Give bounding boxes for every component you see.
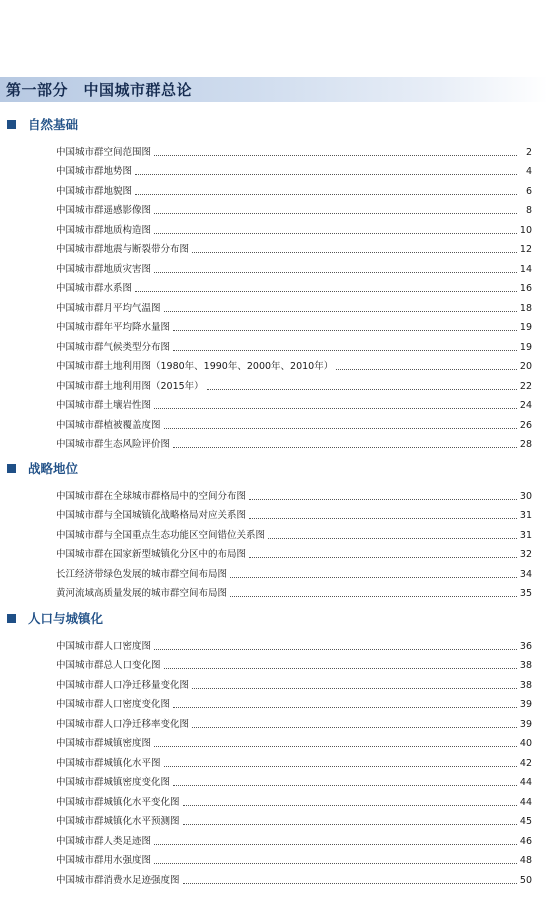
- toc-entry[interactable]: [0, 581, 548, 601]
- dot-leader: [249, 498, 517, 500]
- toc-entry-page: 18: [519, 302, 532, 314]
- toc-entry-title: 中国城市群年平均降水量图: [56, 322, 171, 333]
- toc-entry-page: 24: [519, 400, 532, 411]
- section-strategic-position: [0, 459, 548, 600]
- section-title: 战略地位: [28, 461, 79, 476]
- dot-leader: [164, 667, 517, 669]
- toc-entry-page: 19: [519, 341, 532, 353]
- dot-leader: [164, 427, 517, 429]
- toc-entry-title: 中国城市群在全球城市群格局中的空间分布图: [56, 490, 247, 502]
- toc-entry-title: 中国城市群月平均气温图: [56, 302, 161, 314]
- toc-entry[interactable]: [0, 276, 548, 296]
- toc-entry-page: 34: [519, 568, 532, 580]
- toc-entry[interactable]: [0, 295, 548, 315]
- dot-leader: [164, 765, 517, 767]
- toc-entry-title: 中国城市群人口净迁移量变化图: [56, 679, 190, 691]
- section-title: 自然基础: [28, 117, 79, 132]
- dot-leader: [173, 349, 517, 351]
- toc-entry-page: 46: [519, 835, 532, 847]
- toc-entry-title: 中国城市群城镇密度变化图: [56, 777, 171, 788]
- toc-entry-title: 中国城市群土壤岩性图: [56, 400, 152, 411]
- toc-entry-page: 2: [525, 146, 532, 158]
- toc-entry-title: 黄河流域高质量发展的城市群空间布局图: [56, 588, 228, 599]
- toc-entry[interactable]: [0, 159, 548, 179]
- part-banner: [0, 77, 548, 102]
- toc-entry-page: 39: [519, 718, 532, 730]
- section-population-urbanization: [0, 609, 548, 887]
- dot-leader: [249, 517, 517, 519]
- toc-entry[interactable]: [0, 522, 548, 542]
- dot-leader: [173, 446, 517, 448]
- toc-entry-title: 中国城市群地震与断裂带分布图: [56, 244, 190, 255]
- dot-leader: [173, 329, 517, 331]
- toc-entry[interactable]: [0, 692, 548, 712]
- toc-entry-page: 42: [519, 757, 532, 769]
- toc-entry-page: 45: [519, 816, 532, 827]
- toc-entry-page: 14: [519, 263, 532, 275]
- section-title: 人口与城镇化: [28, 611, 104, 626]
- toc-entry-title: 中国城市群城镇化水平图: [56, 757, 161, 769]
- toc-entries: [0, 139, 548, 451]
- dot-leader: [154, 407, 517, 409]
- toc-entry-page: 32: [519, 549, 532, 560]
- toc-entry-page: 4: [525, 166, 532, 177]
- dot-leader: [249, 556, 517, 558]
- toc-entry[interactable]: [0, 432, 548, 452]
- toc-entry-title: 中国城市群土地利用图（1980年、1990年、2000年、2010年）: [56, 361, 334, 372]
- toc-entry-page: 48: [519, 855, 532, 866]
- toc-entry-page: 26: [519, 419, 532, 431]
- dot-leader: [154, 843, 517, 845]
- section-header: [0, 115, 548, 133]
- dot-leader: [183, 804, 517, 806]
- toc-entry[interactable]: [0, 809, 548, 829]
- toc-entry-page: 38: [519, 660, 532, 671]
- toc-entry[interactable]: [0, 711, 548, 731]
- toc-entry-title: 中国城市群城镇密度图: [56, 738, 152, 749]
- toc-entry[interactable]: [0, 483, 548, 503]
- toc-entry[interactable]: [0, 542, 548, 562]
- toc-entry-page: 20: [519, 361, 532, 372]
- square-bullet-icon: [7, 120, 16, 129]
- toc-entry-page: 31: [519, 529, 532, 541]
- square-bullet-icon: [7, 614, 16, 623]
- dot-leader: [173, 706, 517, 708]
- toc-entries: [0, 633, 548, 887]
- toc-entry[interactable]: [0, 198, 548, 218]
- dot-leader: [230, 576, 517, 578]
- dot-leader: [173, 784, 517, 786]
- toc-entry[interactable]: [0, 237, 548, 257]
- toc-entry[interactable]: [0, 633, 548, 653]
- section-natural-basis: [0, 115, 548, 451]
- toc-entry[interactable]: [0, 653, 548, 673]
- toc-entry[interactable]: [0, 315, 548, 335]
- toc-entry-title: 中国城市群用水强度图: [56, 855, 152, 866]
- toc-entry-title: 中国城市群土地利用图（2015年）: [56, 380, 204, 392]
- dot-leader: [154, 154, 517, 156]
- toc-entry-page: 31: [519, 510, 532, 521]
- toc-entry-page: 30: [519, 490, 532, 502]
- toc-entry[interactable]: [0, 750, 548, 770]
- toc-entry-title: 中国城市群消费水足迹强度图: [56, 874, 180, 886]
- toc-entry-title: 中国城市群人口密度图: [56, 640, 152, 652]
- toc-entry-page: 35: [519, 588, 532, 599]
- toc-entry-title: 中国城市群城镇化水平变化图: [56, 796, 180, 808]
- toc-entry-title: 中国城市群地势图: [56, 166, 133, 177]
- section-header: [0, 609, 548, 627]
- toc-entry-title: 中国城市群总人口变化图: [56, 660, 161, 671]
- dot-leader: [154, 271, 517, 273]
- toc-entry-title: 中国城市群地貌图: [56, 185, 133, 197]
- dot-leader: [154, 745, 517, 747]
- toc-entry[interactable]: [0, 561, 548, 581]
- toc-entry[interactable]: [0, 178, 548, 198]
- dot-leader: [183, 823, 517, 825]
- toc-entry-page: 8: [525, 205, 532, 216]
- toc-entry-title: 中国城市群生态风险评价图: [56, 439, 171, 450]
- dot-leader: [164, 310, 517, 312]
- toc-entry[interactable]: [0, 393, 548, 413]
- dot-leader: [135, 193, 517, 195]
- dot-leader: [192, 726, 517, 728]
- dot-leader: [154, 648, 517, 650]
- toc-entry-page: 38: [519, 679, 532, 691]
- toc-entry[interactable]: [0, 412, 548, 432]
- toc-entry-page: 16: [519, 283, 532, 294]
- dot-leader: [207, 388, 517, 390]
- dot-leader: [336, 368, 517, 370]
- toc-entry[interactable]: [0, 373, 548, 393]
- toc-entry[interactable]: [0, 334, 548, 354]
- toc-entry[interactable]: [0, 848, 548, 868]
- toc-entry-title: 中国城市群空间范围图: [56, 146, 152, 158]
- toc-entry-page: 44: [519, 796, 532, 808]
- toc-entry-page: 6: [525, 185, 532, 197]
- toc-entry-title: 中国城市群城镇化水平预测图: [56, 816, 180, 827]
- toc-entry-page: 22: [519, 380, 532, 392]
- toc-entry-page: 50: [519, 874, 532, 886]
- toc-entry[interactable]: [0, 217, 548, 237]
- toc-entry[interactable]: [0, 354, 548, 374]
- toc-entry-title: 中国城市群气候类型分布图: [56, 341, 171, 353]
- toc-entry[interactable]: [0, 770, 548, 790]
- toc-entry-page: 39: [519, 699, 532, 710]
- toc-entry[interactable]: [0, 731, 548, 751]
- toc-entry[interactable]: [0, 672, 548, 692]
- toc-entry[interactable]: [0, 139, 548, 159]
- toc-entry-title: 中国城市群人类足迹图: [56, 835, 152, 847]
- toc-entry-title: 中国城市群人口净迁移率变化图: [56, 718, 190, 730]
- toc-entry[interactable]: [0, 789, 548, 809]
- dot-leader: [135, 173, 517, 175]
- toc-entry-title: 中国城市群植被覆盖度图: [56, 419, 161, 431]
- section-header: [0, 459, 548, 477]
- toc-entry-title: 中国城市群与全国重点生态功能区空间错位关系图: [56, 529, 266, 541]
- toc-entry-title: 中国城市群遥感影像图: [56, 205, 152, 216]
- toc-entry-page: 12: [519, 244, 532, 255]
- toc-entry[interactable]: [0, 503, 548, 523]
- toc-entry-title: 长江经济带绿色发展的城市群空间布局图: [56, 568, 228, 580]
- dot-leader: [154, 862, 517, 864]
- dot-leader: [183, 882, 517, 884]
- toc-entry-page: 19: [519, 322, 532, 333]
- dot-leader: [192, 687, 517, 689]
- dot-leader: [230, 595, 517, 597]
- toc-entry-page: 36: [519, 640, 532, 652]
- dot-leader: [154, 232, 517, 234]
- dot-leader: [154, 212, 517, 214]
- toc-entry-title: 中国城市群在国家新型城镇化分区中的布局图: [56, 549, 247, 560]
- part-title: 第一部分 中国城市群总论: [6, 81, 193, 99]
- toc-entry-title: 中国城市群与全国城镇化战略格局对应关系图: [56, 510, 247, 521]
- toc-entry-title: 中国城市群水系图: [56, 283, 133, 294]
- toc-entry-page: 28: [519, 439, 532, 450]
- toc-entry-page: 44: [519, 777, 532, 788]
- dot-leader: [135, 290, 517, 292]
- toc-entry-title: 中国城市群人口密度变化图: [56, 699, 171, 710]
- toc-entry-page: 40: [519, 738, 532, 749]
- square-bullet-icon: [7, 464, 16, 473]
- toc-entry-page: 10: [519, 224, 532, 236]
- dot-leader: [268, 537, 517, 539]
- toc-entry-title: 中国城市群地质灾害图: [56, 263, 152, 275]
- toc-entry-title: 中国城市群地质构造图: [56, 224, 152, 236]
- dot-leader: [192, 251, 517, 253]
- toc-entry[interactable]: [0, 867, 548, 887]
- toc-entry[interactable]: [0, 256, 548, 276]
- toc-entries: [0, 483, 548, 600]
- toc-entry[interactable]: [0, 828, 548, 848]
